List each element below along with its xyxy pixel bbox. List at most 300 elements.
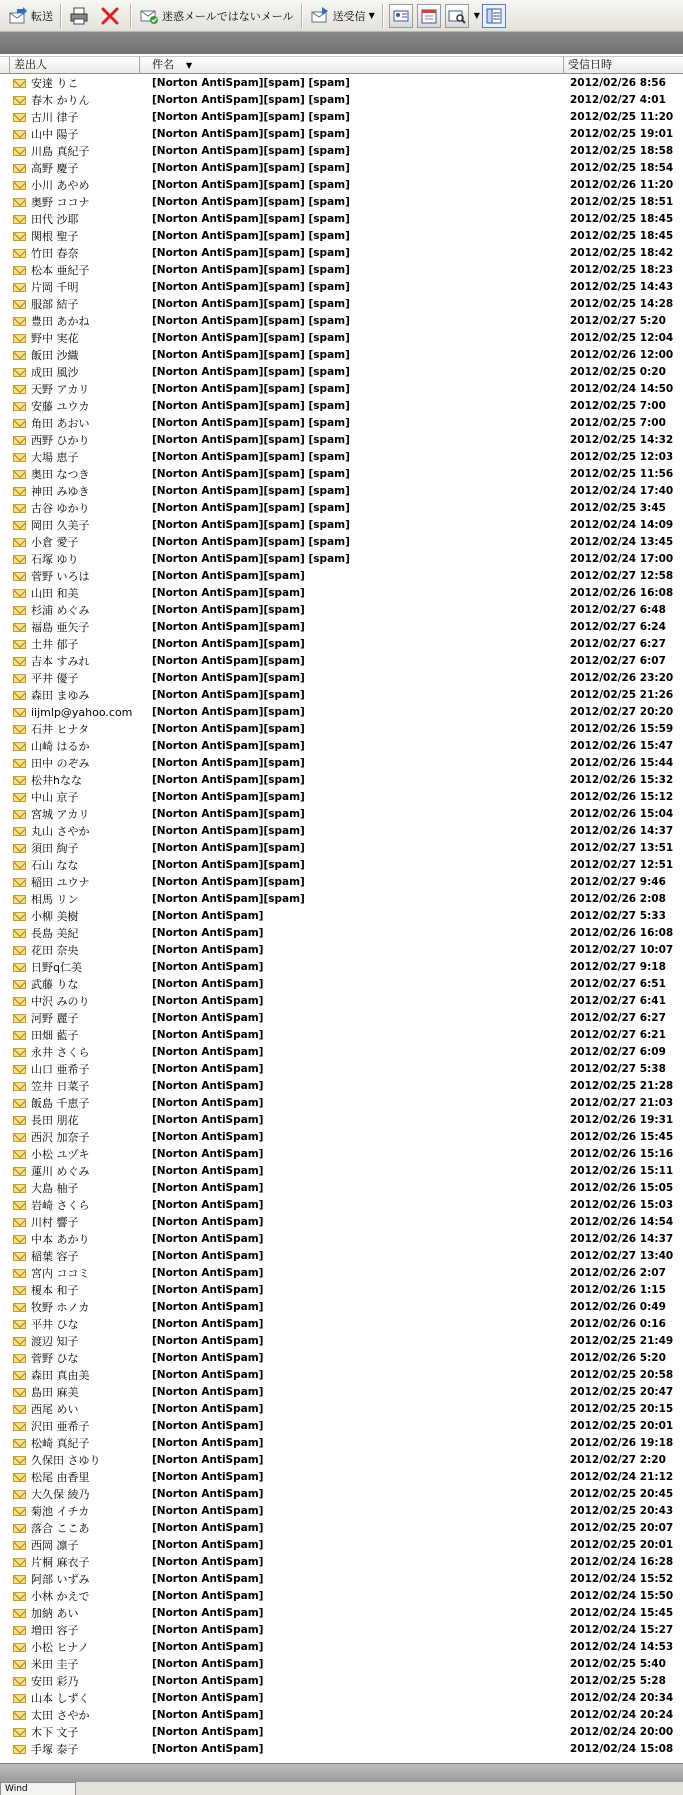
message-date: 2012/02/26 15:05 [570, 1182, 674, 1194]
message-date: 2012/02/24 13:45 [570, 536, 674, 548]
message-from: 片岡 千明 [31, 281, 79, 294]
message-date: 2012/02/26 0:16 [570, 1318, 666, 1330]
envelope-icon [13, 1031, 26, 1040]
message-from: 安藤 ユウカ [31, 400, 90, 413]
message-row[interactable] [0, 1639, 683, 1656]
envelope-icon [13, 1371, 26, 1380]
message-date: 2012/02/25 18:51 [570, 196, 674, 208]
message-from: 安田 彩乃 [31, 1675, 79, 1688]
message-row[interactable] [0, 483, 683, 500]
message-from: 丸山 さやか [31, 825, 90, 838]
message-date: 2012/02/27 6:09 [570, 1046, 666, 1058]
message-row[interactable] [0, 500, 683, 517]
message-row[interactable] [0, 1350, 683, 1367]
message-from: 米田 圭子 [31, 1658, 79, 1671]
envelope-icon [13, 589, 26, 598]
message-from: 天野 アカリ [31, 383, 90, 396]
message-row[interactable] [0, 245, 683, 262]
message-from: 島田 麻美 [31, 1386, 79, 1399]
message-row[interactable] [0, 687, 683, 704]
message-from: 沢田 亜希子 [31, 1420, 90, 1433]
message-date: 2012/02/26 0:49 [570, 1301, 666, 1313]
message-date: 2012/02/25 18:45 [570, 230, 674, 242]
toolbar-separator [301, 4, 303, 28]
message-date: 2012/02/24 15:52 [570, 1573, 674, 1585]
message-from: 久保田 さゆり [31, 1454, 101, 1467]
message-date: 2012/02/25 20:45 [570, 1488, 674, 1500]
message-from: 木下 文子 [31, 1726, 79, 1739]
column-header-received-label: 受信日時 [568, 58, 612, 71]
forward-button[interactable] [4, 3, 57, 29]
envelope-icon [13, 1490, 26, 1499]
message-row[interactable] [0, 1367, 683, 1384]
message-date: 2012/02/27 6:27 [570, 1012, 666, 1024]
message-row[interactable] [0, 517, 683, 534]
sort-arrow-icon: ▼ [186, 61, 193, 70]
message-subject: [Norton AntiSpam] [152, 978, 264, 990]
envelope-icon [13, 419, 26, 428]
message-date: 2012/02/27 12:58 [570, 570, 674, 582]
message-row[interactable] [0, 789, 683, 806]
message-row[interactable] [0, 1163, 683, 1180]
message-date: 2012/02/25 18:23 [570, 264, 674, 276]
message-date: 2012/02/25 20:01 [570, 1420, 674, 1432]
message-subject: [Norton AntiSpam][spam] [152, 672, 305, 684]
message-row[interactable] [0, 279, 683, 296]
message-row[interactable] [0, 1605, 683, 1622]
envelope-icon [13, 283, 26, 292]
message-from: 田中 のぞみ [31, 757, 90, 770]
envelope-icon [13, 1456, 26, 1465]
message-row[interactable] [0, 1622, 683, 1639]
send-receive-icon [310, 6, 330, 26]
window-tab-label: Wind [5, 1784, 28, 1794]
message-row[interactable] [0, 398, 683, 415]
envelope-icon [13, 1167, 26, 1176]
envelope-icon [13, 1626, 26, 1635]
message-row[interactable] [0, 976, 683, 993]
message-row[interactable] [0, 1503, 683, 1520]
message-subject: [Norton AntiSpam][spam] [spam] [152, 315, 350, 327]
message-row[interactable] [0, 1299, 683, 1316]
find-icon[interactable] [445, 4, 469, 28]
message-row[interactable] [0, 925, 683, 942]
message-subject: [Norton AntiSpam] [152, 1233, 264, 1245]
message-from: 岡田 久美子 [31, 519, 90, 532]
message-from: 森田 真由美 [31, 1369, 90, 1382]
message-date: 2012/02/27 13:51 [570, 842, 674, 854]
message-row[interactable] [0, 1452, 683, 1469]
message-from: 渡辺 知子 [31, 1335, 79, 1348]
message-row[interactable] [0, 1537, 683, 1554]
message-row[interactable] [0, 908, 683, 925]
message-subject: [Norton AntiSpam] [152, 927, 264, 939]
message-row[interactable] [0, 1554, 683, 1571]
message-date: 2012/02/26 16:08 [570, 927, 674, 939]
message-row[interactable] [0, 1044, 683, 1061]
calendar-icon[interactable] [417, 4, 441, 28]
envelope-icon [13, 980, 26, 989]
message-row[interactable] [0, 415, 683, 432]
envelope-icon [13, 1184, 26, 1193]
message-date: 2012/02/25 14:43 [570, 281, 674, 293]
message-from: 松井hなな [31, 774, 82, 787]
message-from: 中本 あかり [31, 1233, 90, 1246]
message-subject: [Norton AntiSpam] [152, 1607, 264, 1619]
message-date: 2012/02/25 18:45 [570, 213, 674, 225]
message-row[interactable] [0, 381, 683, 398]
message-subject: [Norton AntiSpam][spam] [spam] [152, 77, 350, 89]
message-row[interactable] [0, 109, 683, 126]
message-date: 2012/02/26 19:18 [570, 1437, 674, 1449]
message-from: 中山 京子 [31, 791, 79, 804]
message-date: 2012/02/24 16:28 [570, 1556, 674, 1568]
envelope-icon [13, 708, 26, 717]
message-date: 2012/02/24 14:50 [570, 383, 674, 395]
message-subject: [Norton AntiSpam][spam] [spam] [152, 434, 350, 446]
envelope-icon [13, 1235, 26, 1244]
envelope-icon [13, 1337, 26, 1346]
message-row[interactable] [0, 585, 683, 602]
message-date: 2012/02/25 3:45 [570, 502, 666, 514]
status-bar [0, 1763, 683, 1782]
message-date: 2012/02/27 6:41 [570, 995, 666, 1007]
message-from: 春木 かりん [31, 94, 90, 107]
column-header-from[interactable] [10, 57, 140, 73]
message-date: 2012/02/27 12:51 [570, 859, 674, 871]
message-from: 古谷 ゆかり [31, 502, 90, 515]
message-date: 2012/02/24 14:53 [570, 1641, 674, 1653]
message-row[interactable] [0, 296, 683, 313]
message-row[interactable] [0, 942, 683, 959]
message-row[interactable] [0, 347, 683, 364]
message-date: 2012/02/25 21:49 [570, 1335, 674, 1347]
message-date: 2012/02/25 21:26 [570, 689, 674, 701]
message-from: 加納 あい [31, 1607, 79, 1620]
envelope-icon [13, 130, 26, 139]
message-date: 2012/02/27 10:07 [570, 944, 674, 956]
print-button[interactable] [65, 3, 96, 29]
message-row[interactable] [0, 194, 683, 211]
message-from: 宮内 ココミ [31, 1267, 90, 1280]
message-date: 2012/02/27 4:01 [570, 94, 666, 106]
column-headers [0, 56, 683, 74]
message-row[interactable] [0, 993, 683, 1010]
message-row[interactable] [0, 1588, 683, 1605]
message-row[interactable] [0, 653, 683, 670]
message-from: 豊田 あかね [31, 315, 90, 328]
message-row[interactable] [0, 619, 683, 636]
message-from: 落合 ここあ [31, 1522, 90, 1535]
message-row[interactable] [0, 1265, 683, 1282]
message-date: 2012/02/26 5:20 [570, 1352, 666, 1364]
message-row[interactable] [0, 1214, 683, 1231]
message-row[interactable] [0, 806, 683, 823]
message-row[interactable] [0, 1486, 683, 1503]
message-row[interactable] [0, 1435, 683, 1452]
message-date: 2012/02/26 8:56 [570, 77, 666, 89]
message-row[interactable] [0, 1129, 683, 1146]
envelope-icon [13, 164, 26, 173]
envelope-icon [13, 385, 26, 394]
message-row[interactable] [0, 1724, 683, 1741]
message-from: 須田 絢子 [31, 842, 79, 855]
message-date: 2012/02/25 5:40 [570, 1658, 666, 1670]
message-row[interactable] [0, 1197, 683, 1214]
message-row[interactable] [0, 823, 683, 840]
message-row[interactable] [0, 228, 683, 245]
chevron-down-icon[interactable]: ▼ [368, 11, 375, 20]
message-subject: [Norton AntiSpam][spam] [spam] [152, 383, 350, 395]
message-row[interactable] [0, 636, 683, 653]
message-from: 手塚 泰子 [31, 1743, 79, 1756]
message-from: 松崎 真紀子 [31, 1437, 90, 1450]
chevron-down-icon[interactable]: ▼ [473, 11, 480, 20]
message-date: 2012/02/25 12:03 [570, 451, 674, 463]
message-row[interactable] [0, 75, 683, 92]
message-row[interactable] [0, 1469, 683, 1486]
envelope-icon [13, 504, 26, 513]
message-row[interactable] [0, 772, 683, 789]
message-date: 2012/02/25 20:07 [570, 1522, 674, 1534]
message-row[interactable] [0, 568, 683, 585]
message-date: 2012/02/27 5:20 [570, 315, 666, 327]
message-date: 2012/02/27 6:24 [570, 621, 666, 633]
message-date: 2012/02/24 15:27 [570, 1624, 674, 1636]
message-subject: [Norton AntiSpam][spam] [spam] [152, 230, 350, 242]
message-row[interactable] [0, 1333, 683, 1350]
message-row[interactable] [0, 1571, 683, 1588]
message-row[interactable] [0, 1401, 683, 1418]
message-from: 長田 朋花 [31, 1114, 79, 1127]
column-icon-header[interactable] [0, 57, 10, 73]
message-from: 牧野 ホノカ [31, 1301, 90, 1314]
message-row[interactable] [0, 670, 683, 687]
envelope-icon [13, 1609, 26, 1618]
message-date: 2012/02/27 13:40 [570, 1250, 674, 1262]
send-receive-label: 送受信 [332, 9, 366, 23]
envelope-icon [13, 963, 26, 972]
message-row[interactable] [0, 143, 683, 160]
message-from: 角田 あおい [31, 417, 90, 430]
message-subject: [Norton AntiSpam][spam] [spam] [152, 553, 350, 565]
message-row[interactable] [0, 1027, 683, 1044]
message-from: 西沢 加奈子 [31, 1131, 90, 1144]
envelope-icon [13, 232, 26, 241]
message-date: 2012/02/25 20:15 [570, 1403, 674, 1415]
message-row[interactable] [0, 551, 683, 568]
message-row[interactable] [0, 1248, 683, 1265]
envelope-icon [13, 691, 26, 700]
message-row[interactable] [0, 1656, 683, 1673]
message-from: 平井 ひな [31, 1318, 79, 1331]
envelope-icon [13, 1303, 26, 1312]
message-row[interactable] [0, 840, 683, 857]
envelope-icon [13, 1439, 26, 1448]
toolbar-separator [382, 4, 384, 28]
message-row[interactable] [0, 1112, 683, 1129]
message-row[interactable] [0, 1061, 683, 1078]
message-subject: [Norton AntiSpam] [152, 1590, 264, 1602]
envelope-icon [13, 810, 26, 819]
message-row[interactable] [0, 959, 683, 976]
message-row[interactable] [0, 160, 683, 177]
envelope-icon [13, 776, 26, 785]
message-from: iijmlp@yahoo.com [31, 706, 133, 719]
message-row[interactable] [0, 602, 683, 619]
address-book-icon[interactable] [389, 4, 413, 28]
message-row[interactable] [0, 857, 683, 874]
window-tab[interactable] [0, 1782, 76, 1795]
message-subject: [Norton AntiSpam][spam] [spam] [152, 332, 350, 344]
message-date: 2012/02/27 20:20 [570, 706, 674, 718]
message-row[interactable] [0, 1690, 683, 1707]
message-subject: [Norton AntiSpam][spam] [spam] [152, 111, 350, 123]
message-from: 山口 亜希子 [31, 1063, 90, 1076]
message-date: 2012/02/26 15:16 [570, 1148, 674, 1160]
delete-x-icon [100, 6, 120, 26]
message-from: 阿部 いずみ [31, 1573, 90, 1586]
message-row[interactable] [0, 1010, 683, 1027]
message-row[interactable] [0, 432, 683, 449]
message-row[interactable] [0, 1078, 683, 1095]
message-row[interactable] [0, 92, 683, 109]
message-from: 永井 さくら [31, 1046, 90, 1059]
message-from: 成田 風沙 [31, 366, 79, 379]
send-receive-button[interactable] [306, 3, 379, 29]
envelope-icon [13, 470, 26, 479]
message-row[interactable] [0, 1095, 683, 1112]
message-date: 2012/02/24 14:09 [570, 519, 674, 531]
envelope-icon [13, 1677, 26, 1686]
envelope-icon [13, 844, 26, 853]
column-header-subject[interactable] [148, 57, 564, 73]
message-from: 平井 優子 [31, 672, 79, 685]
message-row[interactable] [0, 1418, 683, 1435]
delete-button[interactable] [96, 3, 127, 29]
envelope-icon [13, 793, 26, 802]
message-subject: [Norton AntiSpam][spam] [152, 774, 305, 786]
message-row[interactable] [0, 891, 683, 908]
message-row[interactable] [0, 755, 683, 772]
message-row[interactable] [0, 1673, 683, 1690]
message-from: 神田 みゆき [31, 485, 90, 498]
message-row[interactable] [0, 1316, 683, 1333]
envelope-icon [13, 198, 26, 207]
envelope-icon [13, 878, 26, 887]
envelope-icon [13, 79, 26, 88]
message-row[interactable] [0, 534, 683, 551]
envelope-icon [13, 300, 26, 309]
message-subject: [Norton AntiSpam] [152, 1437, 264, 1449]
message-date: 2012/02/25 7:00 [570, 417, 666, 429]
message-row[interactable] [0, 211, 683, 228]
layout-icon[interactable] [482, 4, 506, 28]
message-subject: [Norton AntiSpam][spam] [spam] [152, 213, 350, 225]
message-subject: [Norton AntiSpam] [152, 1097, 264, 1109]
message-subject: [Norton AntiSpam] [152, 1046, 264, 1058]
message-row[interactable] [0, 1741, 683, 1758]
message-row[interactable] [0, 364, 683, 381]
envelope-icon [13, 1405, 26, 1414]
message-row[interactable] [0, 721, 683, 738]
message-row[interactable] [0, 466, 683, 483]
envelope-icon [13, 334, 26, 343]
message-from: 松本 亜紀子 [31, 264, 90, 277]
message-subject: [Norton AntiSpam][spam] [spam] [152, 264, 350, 276]
message-row[interactable] [0, 1282, 683, 1299]
column-header-received[interactable] [564, 57, 683, 73]
message-from: 奥野 ココナ [31, 196, 90, 209]
message-row[interactable] [0, 1180, 683, 1197]
message-row[interactable] [0, 1384, 683, 1401]
message-row[interactable] [0, 1146, 683, 1163]
envelope-icon [13, 96, 26, 105]
message-subject: [Norton AntiSpam] [152, 944, 264, 956]
message-date: 2012/02/24 15:45 [570, 1607, 674, 1619]
message-subject: [Norton AntiSpam][spam] [spam] [152, 128, 350, 140]
message-subject: [Norton AntiSpam] [152, 1029, 264, 1041]
envelope-icon [13, 1082, 26, 1091]
message-row[interactable] [0, 874, 683, 891]
message-row[interactable] [0, 1707, 683, 1724]
message-date: 2012/02/25 20:43 [570, 1505, 674, 1517]
message-subject: [Norton AntiSpam] [152, 1709, 264, 1721]
message-row[interactable] [0, 126, 683, 143]
column-header-subject-label: 件名 [152, 58, 174, 71]
envelope-icon [13, 725, 26, 734]
message-subject: [Norton AntiSpam][spam] [152, 825, 305, 837]
message-date: 2012/02/25 11:56 [570, 468, 674, 480]
message-date: 2012/02/26 16:08 [570, 587, 674, 599]
message-subject: [Norton AntiSpam][spam] [152, 740, 305, 752]
envelope-icon [13, 946, 26, 955]
message-row[interactable] [0, 738, 683, 755]
message-row[interactable] [0, 449, 683, 466]
toolbar-separator [60, 4, 62, 28]
message-subject: [Norton AntiSpam][spam] [152, 706, 305, 718]
message-row[interactable] [0, 330, 683, 347]
message-subject: [Norton AntiSpam][spam] [152, 655, 305, 667]
envelope-icon [13, 453, 26, 462]
not-spam-button[interactable] [135, 3, 298, 29]
message-row[interactable] [0, 1231, 683, 1248]
message-subject: [Norton AntiSpam][spam] [spam] [152, 349, 350, 361]
message-subject: [Norton AntiSpam] [152, 1165, 264, 1177]
envelope-icon [13, 572, 26, 581]
message-row[interactable] [0, 313, 683, 330]
message-subject: [Norton AntiSpam][spam] [152, 893, 305, 905]
message-row[interactable] [0, 704, 683, 721]
not-spam-label: 迷惑メールではないメール [162, 9, 294, 23]
envelope-icon [13, 1218, 26, 1227]
message-row[interactable] [0, 177, 683, 194]
message-subject: [Norton AntiSpam][spam] [spam] [152, 94, 350, 106]
message-row[interactable] [0, 262, 683, 279]
message-subject: [Norton AntiSpam][spam] [spam] [152, 519, 350, 531]
message-date: 2012/02/27 5:33 [570, 910, 666, 922]
message-row[interactable] [0, 1520, 683, 1537]
envelope-icon [13, 827, 26, 836]
message-date: 2012/02/25 14:28 [570, 298, 674, 310]
envelope-icon [13, 317, 26, 326]
message-subject: [Norton AntiSpam][spam] [spam] [152, 536, 350, 548]
envelope-icon [13, 1575, 26, 1584]
message-date: 2012/02/25 20:01 [570, 1539, 674, 1551]
message-from: 大島 柚子 [31, 1182, 79, 1195]
envelope-icon [13, 1252, 26, 1261]
envelope-icon [13, 1014, 26, 1023]
